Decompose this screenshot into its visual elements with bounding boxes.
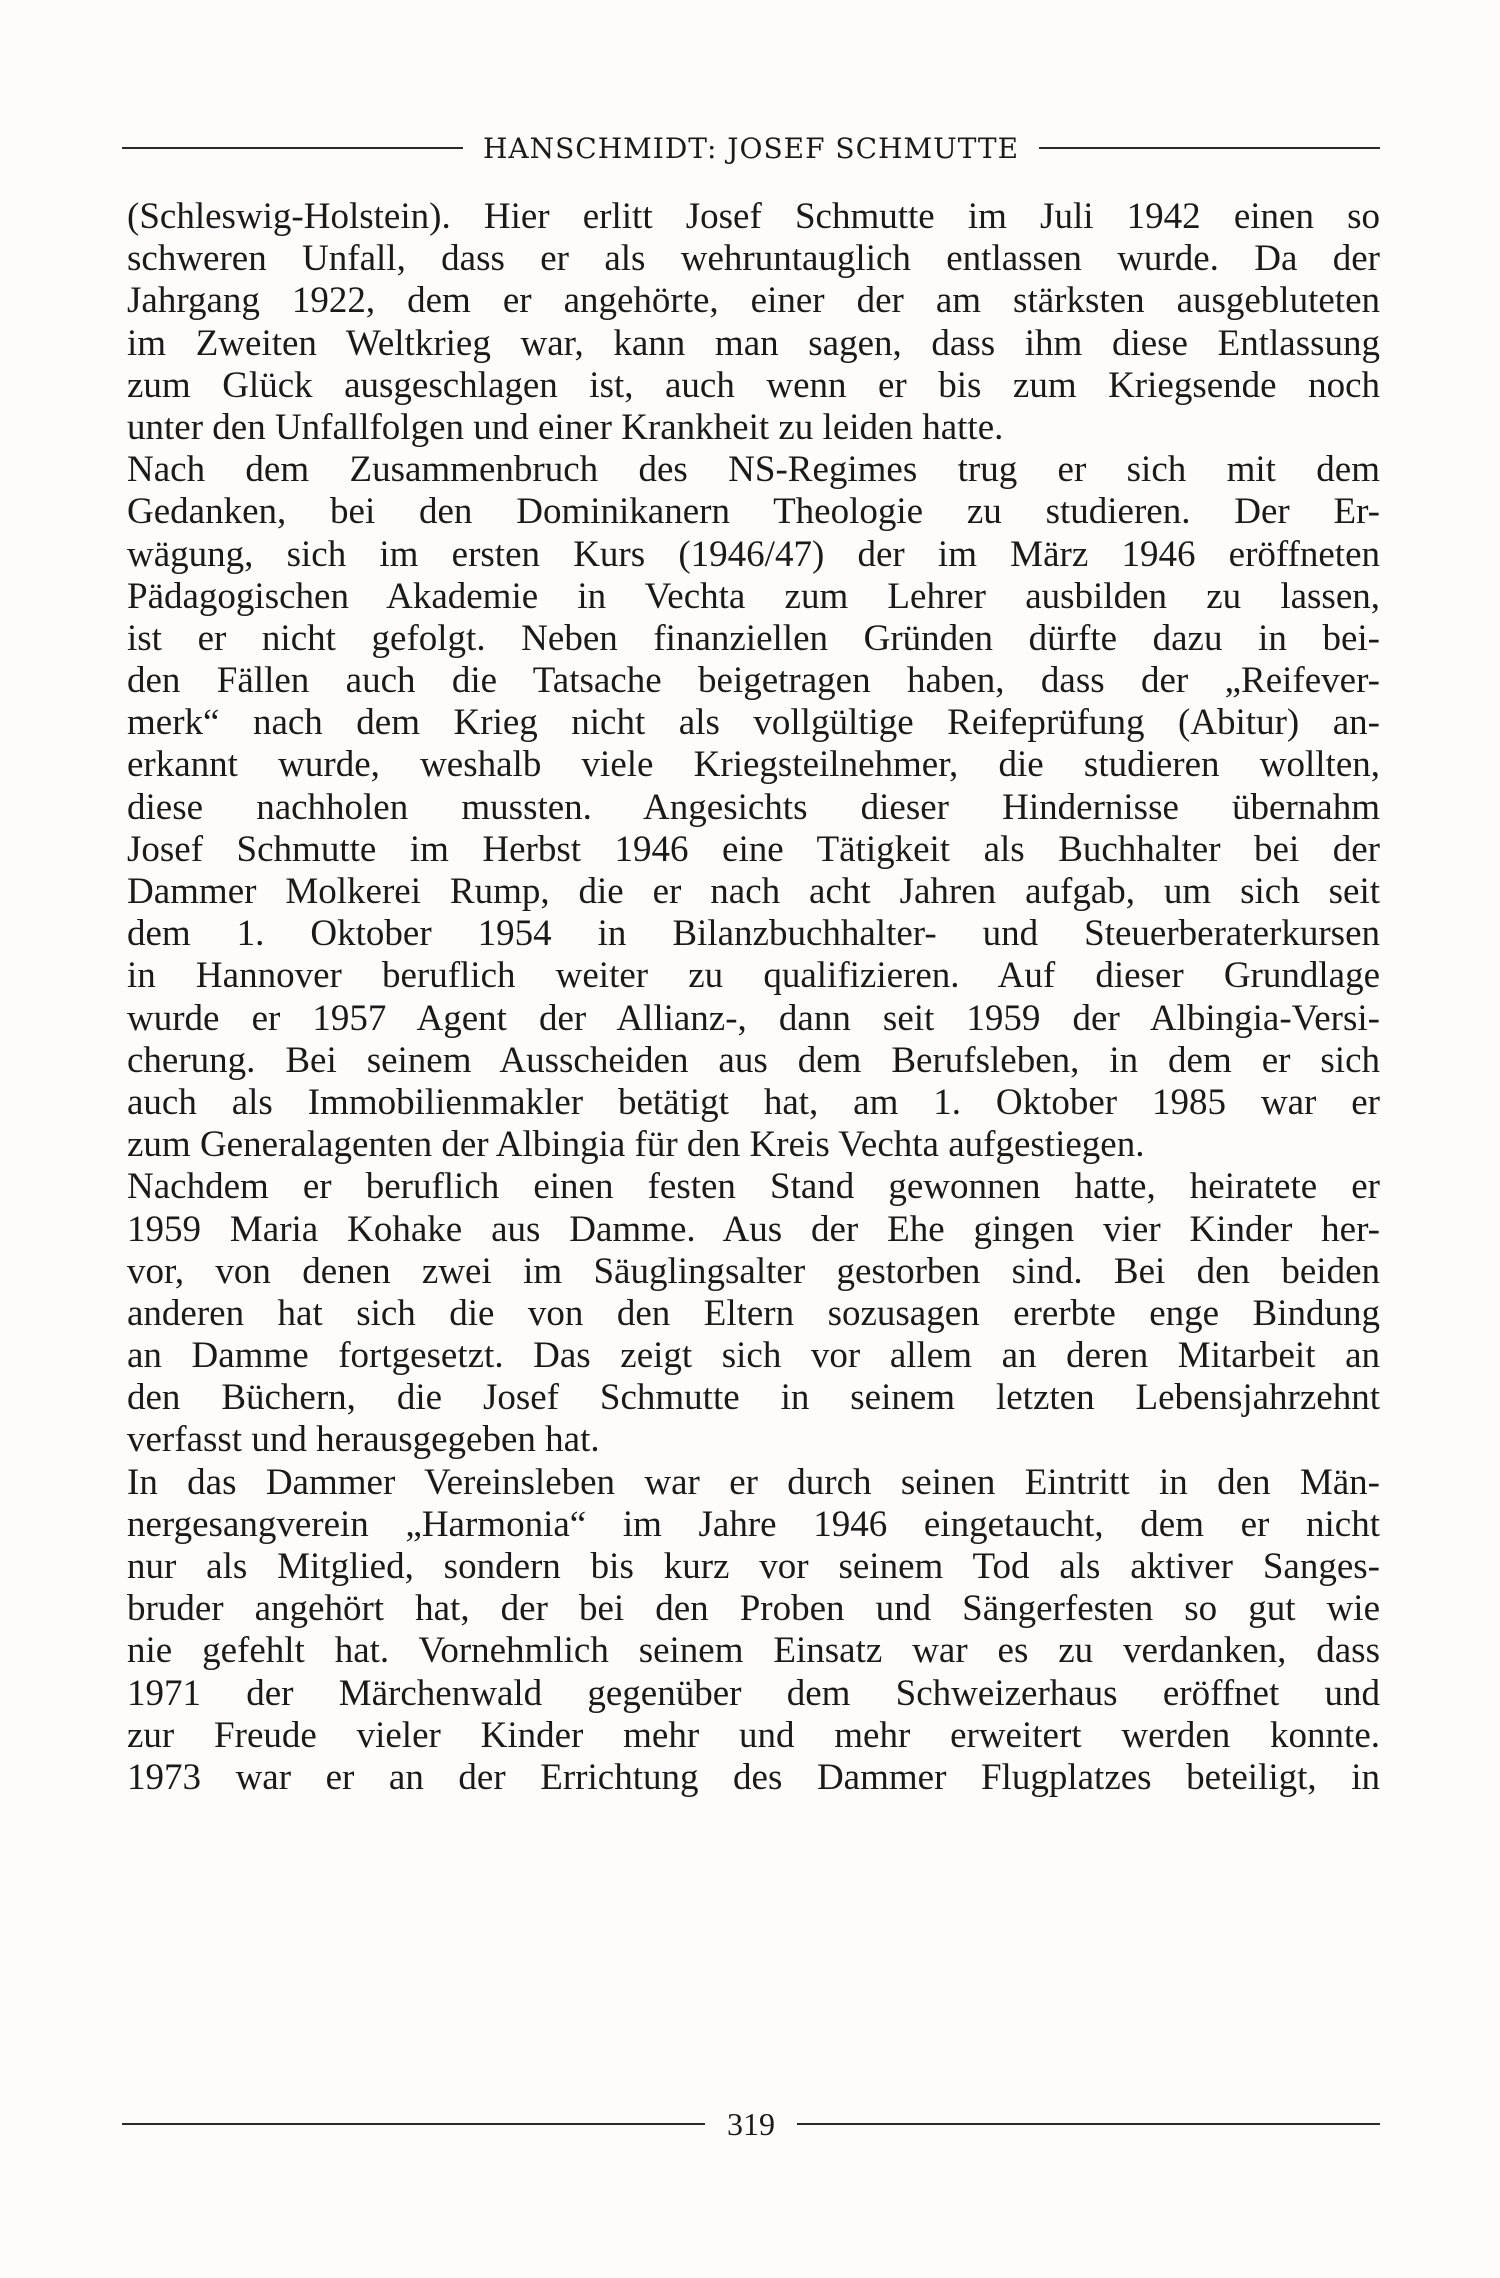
text-line: (Schleswig-Holstein). Hier erlitt Josef Schmutte im Juli 1942 einen so [127,196,1380,237]
text-line: Dammer Molkerei Rump, die er nach acht Jahren aufgab, um sich seit [127,871,1380,912]
text-line: 1971 der Märchenwald gegenüber dem Schweizerhaus eröffnet und [127,1672,1380,1714]
text-line: verfasst und herausgegeben hat. [127,1419,600,1461]
text-line: anderen hat sich die von den Eltern sozusagen ererbte enge Bindung [127,1292,1380,1334]
running-head [122,128,1380,168]
text-line: schweren Unfall, dass er als wehruntauglich entlassen wurde. Da der [127,238,1380,280]
text-line: in Hannover beruflich weiter zu qualifizieren. Auf dieser Grundlage [127,955,1380,997]
text-line: diese nachholen mussten. Angesichts dieser Hindernisse übernahm [127,786,1380,828]
text-line: vor, von denen zwei im Säuglingsalter gestorben sind. Bei den beiden [127,1250,1380,1292]
text-line: unter den Unfallfolgen und einer Krankheit zu leiden hatte. [127,406,1004,448]
text-line: den Büchern, die Josef Schmutte in seinem letzten Lebensjahrzehnt [127,1377,1380,1419]
running-title: HANSCHMIDT: JOSEF SCHMUTTE [482,131,1020,165]
text-line: zum Glück ausgeschlagen ist, auch wenn er bis zum Kriegsende noch [127,364,1380,406]
text-line: erkannt wurde, weshalb viele Kriegsteilnehmer, die studieren wollten, [127,744,1380,786]
text-line: nergesangverein „Harmonia“ im Jahre 1946 eingetaucht, dem er nicht [127,1503,1380,1545]
text-line: auch als Immobilienmakler betätigt hat, am 1. Oktober 1985 war er [127,1081,1380,1123]
text-line: ist er nicht gefolgt. Neben finanziellen Gründen dürfte dazu in bei- [127,617,1380,659]
text-line: nie gefehlt hat. Vornehmlich seinem Einsatz war es zu verdanken, dass [127,1630,1380,1672]
text-line: zur Freude vieler Kinder mehr und mehr erweitert werden konnte. [127,1714,1380,1756]
text-line: Josef Schmutte im Herbst 1946 eine Tätigkeit als Buchhalter bei der [127,828,1380,870]
text-line: zum Generalagenten der Albingia für den Kreis Vechta aufgestiegen. [127,1124,1145,1166]
text-line: im Zweiten Weltkrieg war, kann man sagen, dass ihm diese Entlassung [127,322,1380,364]
text-line: Pädagogischen Akademie in Vechta zum Lehrer ausbilden zu lassen, [127,575,1380,617]
body-text [127,196,1380,2106]
text-line: nur als Mitglied, sondern bis kurz vor seinem Tod als aktiver Sanges- [127,1546,1380,1587]
text-line: bruder angehört hat, der bei den Proben und Sängerfesten so gut wie [127,1588,1380,1630]
text-line: den Fällen auch die Tatsache beigetragen haben, dass der „Reifever- [127,660,1380,702]
text-line: wurde er 1957 Agent der Allianz-, dann seit 1959 der Albingia-Versi- [127,997,1380,1039]
page-footer [122,2104,1380,2144]
header-rule-left [122,147,463,149]
text-line: wägung, sich im ersten Kurs (1946/47) der im März 1946 eröffneten [127,533,1380,575]
text-line: 1959 Maria Kohake aus Damme. Aus der Ehe gingen vier Kinder her- [127,1208,1380,1250]
text-line: cherung. Bei seinem Ausscheiden aus dem Berufsleben, in dem er sich [127,1039,1380,1081]
text-line: Nach dem Zusammenbruch des NS-Regimes trug er sich mit dem [127,449,1380,491]
footer-rule-left [122,2123,705,2125]
text-line: Jahrgang 1922, dem er angehörte, einer der am stärksten ausgebluteten [127,280,1380,322]
page-number: 319 [727,2105,775,2142]
text-line: Nachdem er beruflich einen festen Stand gewonnen hatte, heiratete er [127,1166,1380,1208]
footer-rule-right [797,2123,1380,2125]
text-line: an Damme fortgesetzt. Das zeigt sich vor allem an deren Mitarbeit an [127,1335,1380,1377]
text-line: 1973 war er an der Errichtung des Dammer Flugplatzes beteiligt, in [127,1756,1380,1798]
header-rule-right [1039,147,1380,149]
text-line: Gedanken, bei den Dominikanern Theologie zu studieren. Der Er- [127,491,1380,533]
text-line: merk“ nach dem Krieg nicht als vollgültige Reifeprüfung (Abitur) an- [127,702,1380,744]
text-line: In das Dammer Vereinsleben war er durch seinen Eintritt in den Män- [127,1461,1380,1503]
text-line: dem 1. Oktober 1954 in Bilanzbuchhalter- und Steuerberaterkursen [127,913,1380,955]
